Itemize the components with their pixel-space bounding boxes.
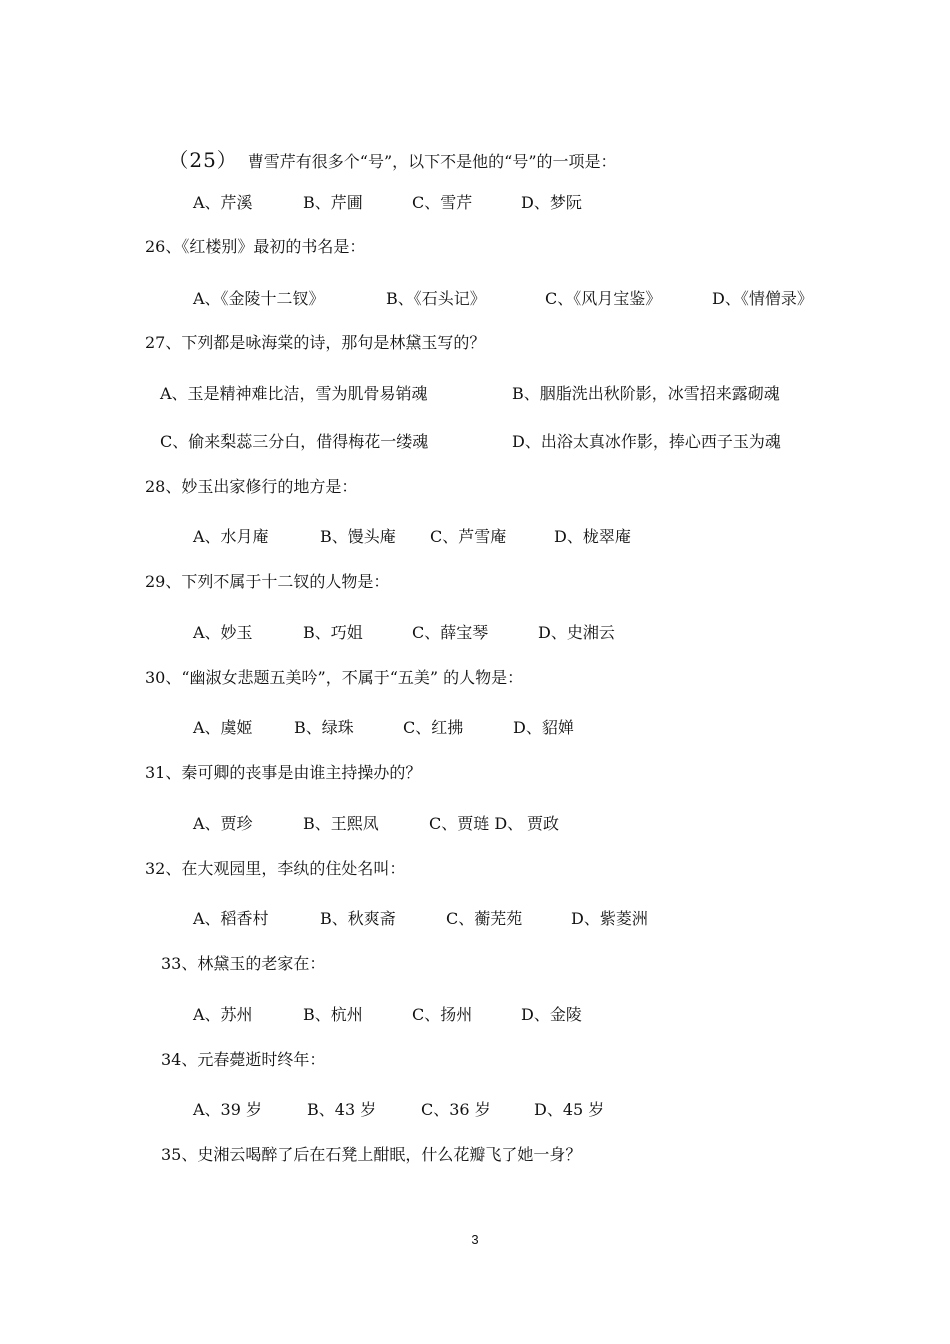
q29-option-b: B、巧姐: [303, 623, 363, 642]
question-28-text: 28、妙玉出家修行的地方是：: [145, 477, 358, 496]
q31-option-c: C、贾琏 D、: [429, 814, 524, 833]
q33-option-b: B、杭州: [303, 1005, 363, 1024]
q25-option-b: B、芹圃: [303, 193, 363, 212]
q27-option-d: D、出浴太真冰作影，捧心西子玉为魂: [512, 432, 781, 451]
q30-option-b: B、绿珠: [294, 718, 354, 737]
q25-option-d: D、梦阮: [521, 193, 582, 212]
question-27-text: 27、下列都是咏海棠的诗，那句是林黛玉写的？: [145, 333, 486, 352]
q33-option-c: C、扬州: [412, 1005, 473, 1024]
q29-option-a: A、妙玉: [193, 623, 253, 642]
question-35-text: 35、史湘云喝醉了后在石凳上酣眠，什么花瓣飞了她一身？: [161, 1145, 582, 1164]
q30-option-d: D、貂婵: [513, 718, 574, 737]
q26-option-d: D、《情僧录》: [712, 289, 813, 308]
q27-option-a: A、玉是精神难比洁，雪为肌骨易销魂: [160, 384, 428, 403]
q25-option-c: C、雪芹: [412, 193, 473, 212]
q27-option-b: B、胭脂洗出秋阶影，冰雪招来露砌魂: [512, 384, 780, 403]
question-26-text: 26、《红楼别》最初的书名是：: [145, 237, 366, 256]
q31-option-a: A、贾珍: [193, 814, 253, 833]
q29-option-c: C、薛宝琴: [412, 623, 489, 642]
q25-option-a: A、芹溪: [193, 193, 253, 212]
q28-option-c: C、芦雪庵: [430, 527, 507, 546]
q34-option-d: D、45 岁: [534, 1100, 605, 1119]
q34-option-c: C、36 岁: [421, 1100, 491, 1119]
q29-option-d: D、史湘云: [538, 623, 615, 642]
question-30-text: 30、“幽淑女悲题五美吟”，不属于“五美” 的人物是：: [145, 668, 524, 687]
question-34-text: 34、元春薨逝时终年：: [161, 1050, 326, 1069]
q33-option-a: A、苏州: [193, 1005, 253, 1024]
q32-option-a: A、稻香村: [193, 909, 269, 928]
q31-option-d: 贾政: [527, 814, 560, 833]
q32-option-d: D、紫菱洲: [571, 909, 648, 928]
question-25-text: 曹雪芹有很多个“号”，以下不是他的“号”的一项是：: [247, 152, 617, 171]
q28-option-d: D、栊翠庵: [554, 527, 631, 546]
q26-option-a: A、《金陵十二钗》: [193, 289, 325, 308]
q30-option-a: A、虞姬: [193, 718, 253, 737]
q26-option-c: C、《风月宝鉴》: [545, 289, 662, 308]
q28-option-a: A、水月庵: [193, 527, 269, 546]
question-25-number: （25）: [168, 148, 238, 172]
q32-option-c: C、蘅芜苑: [446, 909, 523, 928]
q26-option-b: B、《石头记》: [386, 289, 486, 308]
question-33-text: 33、林黛玉的老家在：: [161, 954, 326, 973]
question-29-text: 29、下列不属于十二钗的人物是：: [145, 572, 390, 591]
q27-option-c: C、偷来梨蕊三分白，借得梅花一缕魂: [160, 432, 429, 451]
q34-option-a: A、39 岁: [193, 1100, 263, 1119]
q32-option-b: B、秋爽斋: [320, 909, 396, 928]
q30-option-c: C、红拂: [403, 718, 464, 737]
q31-option-b: B、王熙凤: [303, 814, 379, 833]
page-number: 3: [471, 1232, 479, 1247]
q28-option-b: B、馒头庵: [320, 527, 396, 546]
question-32-text: 32、在大观园里，李纨的住处名叫：: [145, 859, 406, 878]
q33-option-d: D、金陵: [521, 1005, 582, 1024]
question-31-text: 31、秦可卿的丧事是由谁主持操办的？: [145, 763, 422, 782]
q34-option-b: B、43 岁: [307, 1100, 377, 1119]
question-25: [148, 130, 617, 192]
